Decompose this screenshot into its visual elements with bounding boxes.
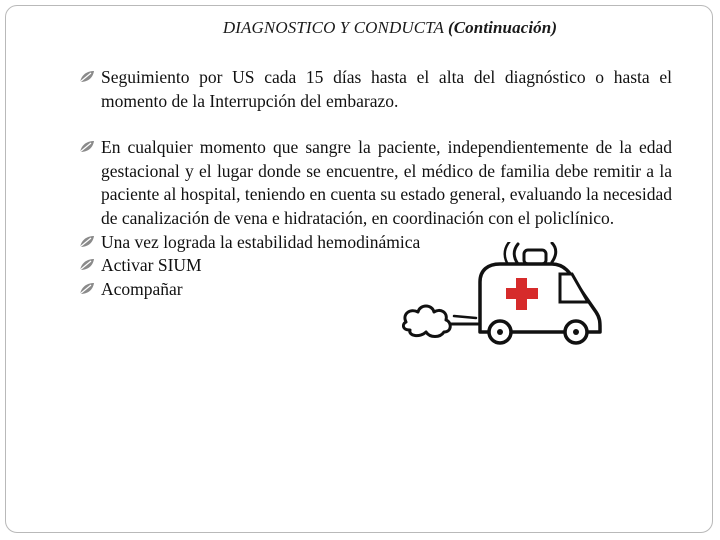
ambulance-icon bbox=[400, 242, 610, 352]
bullet-text: Una vez lograda la estabilidad hemodinámica bbox=[101, 231, 421, 252]
leaf-bullet-icon bbox=[78, 256, 96, 274]
leaf-bullet-icon bbox=[78, 233, 96, 251]
leaf-bullet-icon bbox=[78, 68, 96, 86]
title-continuation: (Continuación) bbox=[447, 18, 558, 37]
title-main: DIAGNOSTICO Y CONDUCTA bbox=[222, 18, 444, 37]
bullet-text: En cualquier momento que sangre la paciente, independientemente de la edad gestacional y el lugar donde se encuentre, el médico de familia debe remitir a la paciente al hospital, teniendo en cuenta su estado general, evaluando la necesidad de canalización de vena e hidratación, en coordinación con el policlínico. bbox=[101, 137, 672, 228]
slide-title bbox=[0, 18, 720, 38]
bullet-item bbox=[76, 136, 672, 230]
bullet-item bbox=[76, 66, 672, 113]
bullet-text: Acompañar bbox=[101, 278, 183, 299]
bullet-text: Seguimiento por US cada 15 días hasta el alta del diagnóstico o hasta el momento de la Interrupción del embarazo. bbox=[101, 67, 672, 111]
leaf-bullet-icon bbox=[78, 280, 96, 298]
leaf-bullet-icon bbox=[78, 138, 96, 156]
bullet-text: Activar SIUM bbox=[101, 255, 202, 276]
